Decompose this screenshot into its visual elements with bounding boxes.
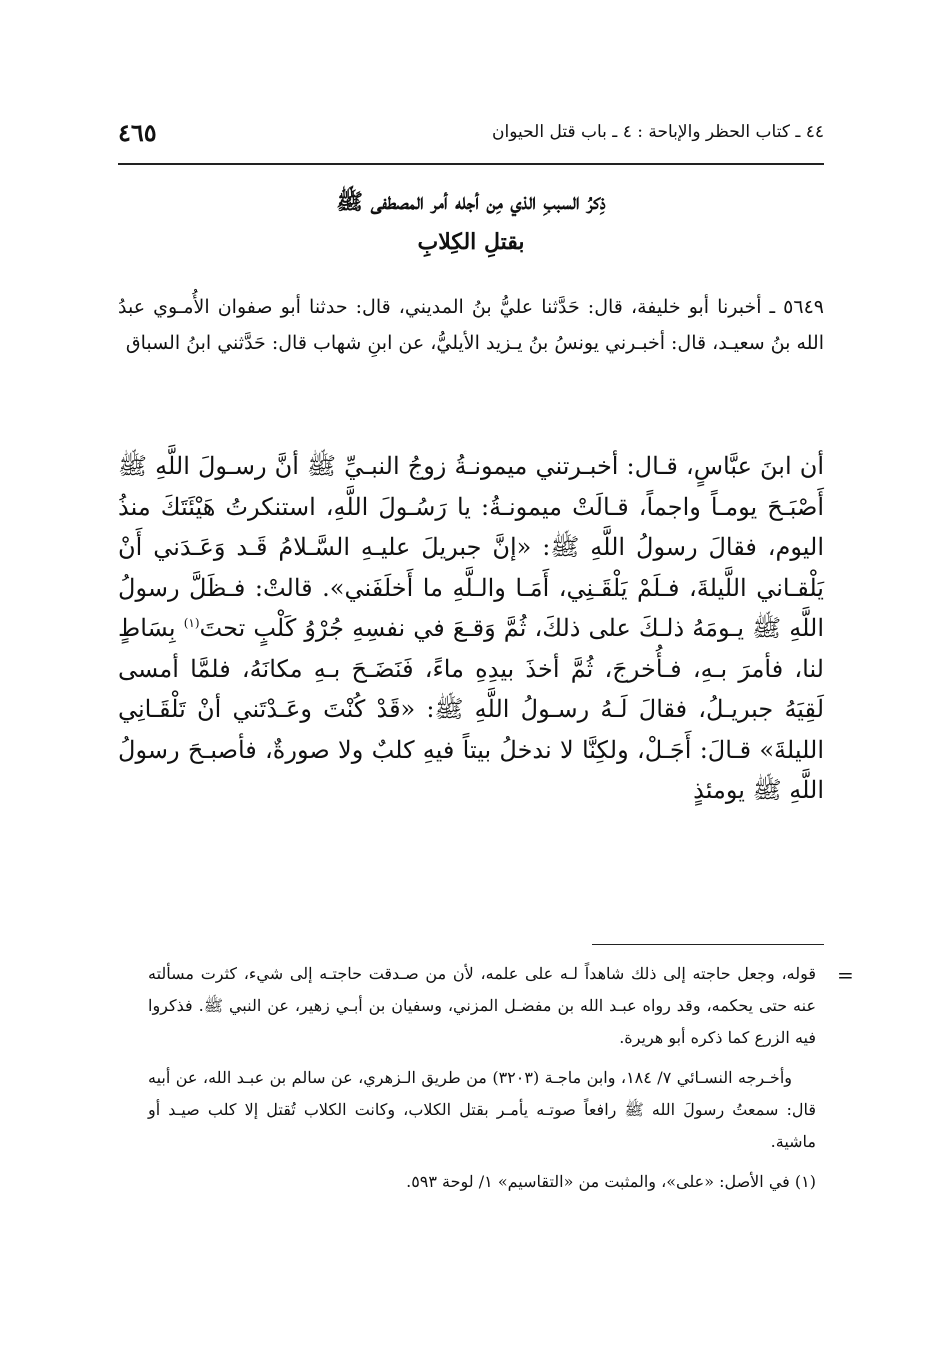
running-title: ٤٤ ـ كتاب الحظر والإباحة : ٤ ـ باب قتل الحيوان bbox=[492, 122, 824, 142]
footnote-1-number: (١) bbox=[794, 1172, 816, 1191]
hadith-isnad-block bbox=[118, 289, 824, 361]
hadith-matn bbox=[118, 446, 824, 811]
footnote-continuation: قوله، وجعل حاجته إلى ذلك شاهداً لـه على علمه، لأن من صـدقت حاجتـه إلى شيء، كثرت مسألته عنه حتى يحكمه، وقد رواه عبـد الله بن مفضـل المزني، وسفيان بن أبـي زهير، عن النبي ﷺ. فذكروا فيه الزرع كما ذكره أبو هريرة. bbox=[148, 964, 817, 1047]
section-heading bbox=[118, 182, 824, 262]
matn-text-part-2: بِسَاطٍ لنا، فأمرَ بـهِ، فـأُخرجَ، ثُمَّ أخذَ بيدِهِ ماءً، فَنَضَـحَ بـهِ مكانَهُ، فلمَّا أمسى لَقِيَهُ جبريـلُ، فقالَ لَـهُ رسـولُ اللَّهِ ﷺ: «قَدْ كُنْتَ وعَـدْتَني أنْ تَلْقَـانِي الليلةَ» قـالَ: أَجَـلْ، ولكِنَّا لا ندخلُ بيتاً فيهِ كلبٌ ولا صورةٌ، فأصبـحَ رسولُ اللَّهِ ﷺ يومئذٍ bbox=[118, 614, 824, 804]
matn-text-part-1: أن ابنَ عبَّاسٍ، قـال: أخبـرتني ميمونـةُ زوجُ النبـيِّ ﷺ أنَّ رسـولَ اللَّهِ ﷺ أَصْبَـحَ يومـاً واجماً، قـالَتْ ميمونـةُ: يا رَسُـولَ اللَّهِ، استنكرتُ هَيْئَتَكَ منذُ اليوم، فقالَ رسولُ اللَّهِ ﷺ: «إنَّ جبريلَ عليـهِ السَّـلامُ قَـد وَعَـدَني أَنْ يَلْقـاني اللَّيلةَ، فـلَمْ يَلْقَـنِي، أَمَـا والـلَّهِ ما أَخلَفَني». قالتْ: فـظَلَّ رسولُ اللَّهِ ﷺ يـومَهُ ذلـكَ على ذلكَ، ثُمَّ وَقـعَ في نفسِهِ جُرْوُ كَلْبٍ تحتَ bbox=[118, 452, 825, 642]
section-title-line-2: بقتلِ الكِلابِ bbox=[417, 229, 525, 255]
hadith-isnad: ٥٦٤٩ ـ أخبرنا أبو خليفة، قال: حَدَّثنا عليُّ بنُ المديني، قال: حدثنا أبو صفوان الأُمـوي عبدُ الله بنُ سعيـد، قال: أخبـرني يونسُ بنُ يـزيد الأيليُّ، عن ابنِ شهاب قال: حَدَّثني ابنُ السباق bbox=[118, 296, 824, 354]
footnote-reference-1: (١) bbox=[183, 616, 200, 630]
section-title-line-1: ذِكرُ السببِ الذي مِن أجله أمر المصطفى ﷺ bbox=[336, 189, 606, 215]
footnote-continuation-mark: = bbox=[837, 963, 854, 987]
footnote-1-text: في الأصل: «على»، والمثبت من «التقاسيم» ١/ لوحة ٥٩٣. bbox=[406, 1172, 790, 1191]
footnote-1 bbox=[148, 1166, 816, 1198]
footnote-takhrij: وأخـرجه النسـائي ٧/ ١٨٤، وابن ماجـة (٣٢٠٣) من طريق الـزهري، عن سالم بن عبـد الله، عن أبيه قال: سمعتُ رسولَ الله ﷺ رافعاً صوتـه يأمـر بقتل الكلاب، وكانت الكلاب تُقتل إلا كلب صيـد أو ماشية. bbox=[148, 1068, 816, 1151]
hadith-matn-block bbox=[118, 446, 824, 811]
page-header bbox=[118, 118, 824, 154]
page-number: ٤٦٥ bbox=[118, 118, 157, 147]
footnote-divider bbox=[592, 944, 824, 945]
footnotes-block bbox=[148, 958, 816, 1206]
header-divider bbox=[118, 163, 824, 165]
